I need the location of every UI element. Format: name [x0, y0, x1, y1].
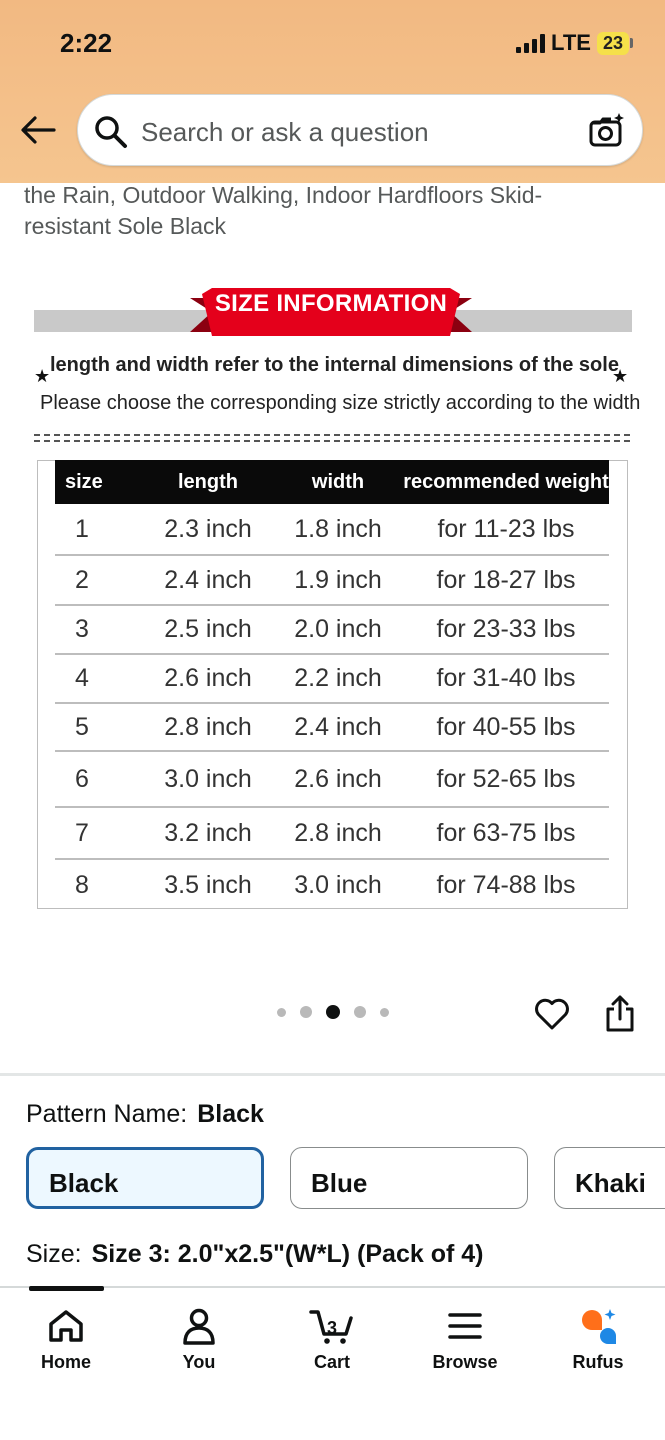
rufus-icon — [578, 1306, 618, 1346]
table-cell: 2.4 inch — [143, 555, 273, 605]
table-cell: for 18-27 lbs — [403, 555, 609, 605]
pattern-option-black[interactable] — [26, 1147, 264, 1209]
search-placeholder: Search or ask a question — [141, 117, 429, 147]
back-arrow-icon[interactable] — [20, 115, 56, 145]
table-cell: for 74-88 lbs — [436, 871, 576, 899]
battery-level: 23 — [597, 32, 629, 55]
search-input[interactable] — [77, 94, 643, 166]
table-row — [55, 555, 609, 605]
table-row — [55, 654, 609, 703]
battery-icon — [597, 32, 633, 55]
bottom-nav — [0, 1286, 665, 1440]
size-table — [55, 460, 609, 911]
size-label: Size: — [26, 1240, 82, 1268]
table-cell: 2.0 inch — [273, 605, 403, 654]
menu-icon — [445, 1306, 485, 1346]
table-cell: 3.0 inch — [143, 751, 273, 807]
size-row — [26, 1240, 483, 1269]
carousel-dot[interactable] — [300, 1006, 312, 1018]
table-cell: 2.2 inch — [273, 654, 403, 703]
table-cell: 2.6 inch — [273, 751, 403, 807]
table-cell: 2.6 inch — [143, 654, 273, 703]
app-header — [0, 0, 665, 183]
table-cell: for 63-75 lbs — [403, 807, 609, 859]
nav-label: Browse — [432, 1352, 498, 1372]
pattern-value: Black — [197, 1100, 264, 1128]
cart-count-badge: 3 — [326, 1318, 337, 1338]
product-image-size-chart[interactable] — [0, 270, 665, 950]
table-row — [55, 751, 609, 807]
table-cell: 3.2 inch — [143, 807, 273, 859]
section-divider — [0, 1073, 665, 1076]
pattern-name-row — [26, 1100, 264, 1129]
star-icon: ★ — [34, 366, 51, 386]
table-cell: 1 — [55, 504, 143, 555]
heart-icon[interactable] — [534, 996, 570, 1032]
signal-icon — [516, 33, 545, 53]
user-icon — [179, 1306, 219, 1346]
table-cell: 2.4 inch — [273, 703, 403, 751]
column-header: length — [143, 460, 273, 504]
chart-divider — [34, 434, 630, 442]
table-cell: for 40-55 lbs — [403, 703, 609, 751]
table-cell: 2 — [55, 555, 143, 605]
column-header: width — [273, 460, 403, 504]
nav-label: Rufus — [572, 1352, 624, 1372]
carousel-dot[interactable] — [277, 1008, 286, 1017]
star-icon: ★ — [612, 366, 629, 386]
table-cell: 5 — [55, 703, 143, 751]
nav-item-browse[interactable] — [410, 1306, 520, 1373]
table-row — [55, 859, 609, 911]
network-label: LTE — [551, 30, 591, 55]
chart-note-dimensions: length and width refer to the internal dimensions of the sole — [50, 354, 619, 376]
pattern-option-khaki[interactable] — [554, 1147, 665, 1209]
table-cell: 2.3 inch — [143, 504, 273, 555]
pattern-label: Pattern Name: — [26, 1100, 188, 1128]
table-cell: 2.8 inch — [143, 703, 273, 751]
nav-item-you[interactable] — [144, 1306, 254, 1373]
option-label: Black — [49, 1168, 119, 1198]
carousel-dot[interactable] — [354, 1006, 366, 1018]
pattern-option-blue[interactable] — [290, 1147, 528, 1209]
option-label: Blue — [311, 1168, 368, 1198]
table-cell: 2.8 inch — [273, 807, 403, 859]
chart-note-width: Please choose the corresponding size strictly according to the width — [40, 392, 641, 414]
nav-label: Home — [40, 1352, 91, 1372]
share-icon[interactable] — [604, 993, 636, 1033]
table-cell: for 23-33 lbs — [403, 605, 609, 654]
table-row — [55, 605, 609, 654]
column-header: recommended weight — [403, 460, 609, 504]
carousel-dot[interactable] — [380, 1008, 389, 1017]
status-indicators — [516, 30, 633, 56]
table-cell: 4 — [55, 654, 143, 703]
home-icon — [46, 1306, 86, 1346]
option-label: Khaki — [575, 1168, 646, 1198]
size-info-heading: SIZE INFORMATION — [214, 290, 448, 317]
table-cell: 3.5 inch — [164, 871, 252, 899]
table-cell: 1.9 inch — [273, 555, 403, 605]
table-cell: 8 — [75, 871, 89, 899]
table-cell: for 11-23 lbs — [403, 504, 609, 555]
product-title: the Rain, Outdoor Walking, Indoor Hardfloors Skid-resistant Sole Black — [24, 182, 543, 239]
table-cell: 6 — [55, 751, 143, 807]
table-cell: for 52-65 lbs — [403, 751, 609, 807]
nav-label: Cart — [313, 1352, 350, 1372]
table-cell: 1.8 inch — [273, 504, 403, 555]
table-cell: 3.0 inch — [294, 871, 382, 899]
table-row — [55, 504, 609, 555]
table-cell: 2.5 inch — [143, 605, 273, 654]
carousel-dot-active[interactable] — [326, 1005, 340, 1019]
table-cell: 7 — [55, 807, 143, 859]
nav-item-home[interactable] — [11, 1306, 121, 1373]
table-row — [55, 807, 609, 859]
nav-label: You — [182, 1352, 216, 1372]
table-row — [55, 703, 609, 751]
search-icon — [94, 115, 128, 149]
nav-item-rufus[interactable] — [543, 1306, 653, 1373]
camera-search-icon[interactable] — [588, 111, 626, 149]
active-tab-indicator — [29, 1286, 104, 1291]
size-value: Size 3: 2.0"x2.5"(W*L) (Pack of 4) — [91, 1240, 484, 1268]
status-time: 2:22 — [60, 28, 113, 58]
nav-item-cart[interactable] — [277, 1306, 387, 1373]
table-cell: 3 — [55, 605, 143, 654]
table-cell: for 31-40 lbs — [403, 654, 609, 703]
column-header: size — [55, 460, 143, 504]
table-header-row — [55, 460, 609, 504]
